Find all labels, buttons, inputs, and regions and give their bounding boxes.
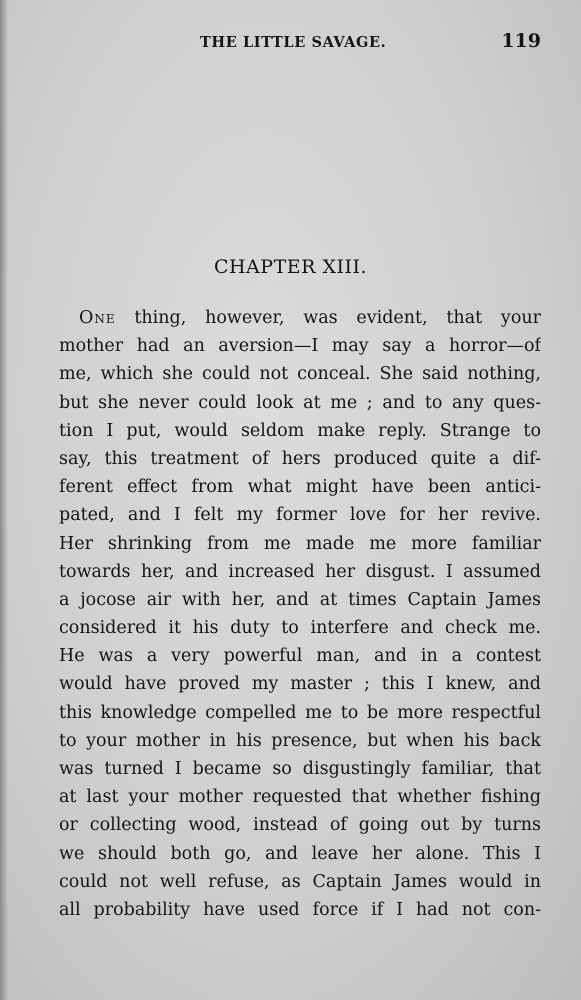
text-line: or collecting wood, instead of going out by turns xyxy=(59,815,541,836)
first-word: One xyxy=(79,308,116,328)
text-line: pated, and I felt my former love for her revive. xyxy=(59,505,541,526)
text-line: all probability have used force if I had not con- xyxy=(59,899,541,920)
page-number: 119 xyxy=(501,30,541,52)
text-line: considered it his duty to interfere and check me. xyxy=(59,618,541,639)
text-line: ferent effect from what might have been antici- xyxy=(59,477,541,498)
text-line: could not well refuse, as Captain James would in xyxy=(59,871,541,892)
text-line: at last your mother requested that whether fishing xyxy=(59,787,541,808)
text-line: would have proved my master ; this I knew, and xyxy=(59,674,541,695)
text-line: to your mother in his presence, but when his back xyxy=(59,730,541,751)
text-line: say, this treatment of hers produced quite a dif- xyxy=(59,448,541,469)
text-line: but she never could look at me ; and to any ques- xyxy=(59,392,541,413)
running-head: THE LITTLE SAVAGE. xyxy=(200,34,387,51)
text-line: He was a very powerful man, and in a contest xyxy=(59,646,541,667)
text-line: mother had an aversion—I may say a horror—of xyxy=(59,336,541,357)
chapter-title: CHAPTER XIII. xyxy=(213,256,368,278)
text-line: tion I put, would seldom make reply. Strange to xyxy=(59,420,541,441)
body-text xyxy=(59,304,541,924)
text-line: we should both go, and leave her alone. This I xyxy=(59,843,541,864)
text-line: a jocose air with her, and at times Captain James xyxy=(59,589,541,610)
text-line: this knowledge compelled me to be more respectful xyxy=(59,702,541,723)
text-line-rest: thing, however, was evident, that your xyxy=(115,308,541,328)
text-line: Her shrinking from me made me more familiar xyxy=(59,533,541,554)
text-line: me, which she could not conceal. She said nothing, xyxy=(59,364,541,385)
text-line xyxy=(59,304,541,332)
text-line: was turned I became so disgustingly familiar, that xyxy=(59,759,541,779)
text-line: towards her, and increased her disgust. I assumed xyxy=(59,561,541,582)
